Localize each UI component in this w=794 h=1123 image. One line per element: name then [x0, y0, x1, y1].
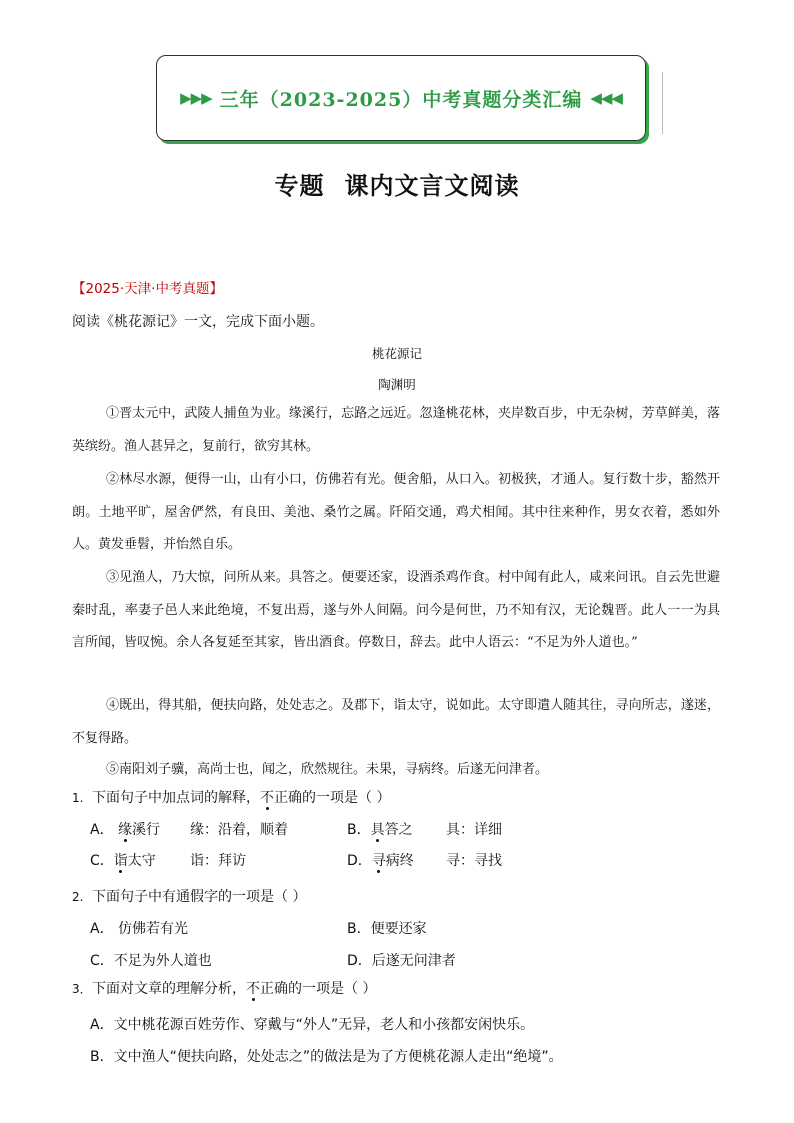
question-2-option-a[interactable]: [90, 918, 188, 938]
option-text: 仿佛若有光: [118, 921, 189, 937]
passage-author: 陶渊明: [378, 377, 416, 392]
passage-paragraph-1: ①晋太元中，武陵人捕鱼为业。缘溪行，忘路之远近。忽逢桃花林，夹岸数百步，中无杂树，芳草鲜美，落英缤纷。渔人甚异之，复前行，欲穷其林。: [72, 406, 720, 454]
question-1-stem: [72, 787, 390, 807]
tag-rest: ·中考真题: [151, 281, 210, 297]
tag-place: 天津: [124, 281, 152, 297]
option-phrase: 病终: [385, 853, 414, 869]
question-3-stem-a: 下面对文章的理解分析，: [92, 981, 246, 997]
question-3-stem: [72, 978, 376, 998]
question-1-option-a-gloss: 缘：沿着，顺着: [190, 822, 288, 838]
option-letter: B．: [90, 1049, 114, 1065]
series-title: 三年（2023-2025）中考真题分类汇编: [219, 88, 583, 111]
option-dotted-word: 寻: [371, 853, 386, 869]
option-text: 后遂无问津者: [371, 953, 456, 969]
option-letter: D．: [347, 853, 372, 869]
banner-edge-line: [662, 72, 663, 134]
question-1-option-b[interactable]: [347, 819, 413, 839]
passage-paragraph-4: ④既出，得其船，便扶向路，处处志之。及郡下，诣太守，说如此。太守即遣人随其往，寻向所志，遂迷，不复得路。: [72, 698, 720, 746]
option-letter: A．: [90, 1017, 114, 1033]
option-phrase: 答之: [384, 822, 413, 838]
question-1-number: 1.: [72, 791, 84, 805]
question-3-number: 3．: [72, 982, 92, 996]
option-text: 文中桃花源百姓劳作、穿戴与“外人”无异，老人和小孩都安闲快乐。: [113, 1017, 535, 1033]
source-tag: [72, 277, 223, 297]
question-2-option-b[interactable]: [347, 918, 427, 938]
question-3-option-a[interactable]: [90, 1014, 534, 1034]
question-2-number: 2.: [72, 890, 84, 904]
option-letter: A．: [90, 822, 114, 838]
option-phrase: 溪行: [132, 822, 161, 838]
question-2-option-d[interactable]: [347, 950, 456, 970]
series-banner: [156, 55, 646, 141]
question-1-option-a[interactable]: [90, 819, 160, 839]
page-title: [0, 166, 794, 201]
option-phrase: 太守: [127, 853, 156, 869]
question-1-option-d-gloss: 寻：寻找: [446, 853, 502, 869]
reading-instruction: 阅读《桃花源记》一文，完成下面小题。: [72, 314, 324, 330]
tag-bracket-open: 【: [72, 281, 86, 297]
option-text: 不足为外人道也: [113, 953, 212, 969]
tag-year: 2025·: [85, 281, 125, 297]
passage-paragraph-3: ③见渔人，乃大惊，问所从来。具答之。便要还家，设酒杀鸡作食。村中闻有此人，咸来问讯。自云先世避秦时乱，率妻子邑人来此绝境，不复出焉，遂与外人间隔。问今是何世，乃不知有汉，无论魏晋。此人一一为具言所闻，皆叹惋。余人各复延至其家，皆出酒食。停数日，辞去。此中人语云：“不足为外人道也。”: [72, 570, 720, 650]
option-dotted-word: 诣: [113, 853, 128, 869]
arrows-right-icon: ▶▶▶: [180, 89, 212, 107]
passage-paragraph-2: ②林尽水源，便得一山，山有小口，仿佛若有光。便舍船，从口入。初极狭，才通人。复行数十步，豁然开朗。土地平旷，屋舍俨然，有良田、美池、桑竹之属。阡陌交通，鸡犬相闻。其中往来种作，男女衣着，悉如外人。黄发垂髫，并怡然自乐。: [72, 472, 720, 552]
option-letter: D．: [347, 953, 372, 969]
question-3-stem-emphasis: 不: [246, 981, 260, 997]
option-text: 便要还家: [370, 921, 427, 937]
question-2-stem-text: 下面句子中有通假字的一项是（ ）: [92, 889, 307, 905]
option-letter: A．: [90, 921, 114, 937]
question-2-stem: [72, 886, 306, 906]
option-dotted-word: 具: [370, 822, 385, 838]
option-text: 文中渔人“便扶向路，处处志之”的做法是为了方便桃花源人走出“绝境”。: [113, 1049, 563, 1065]
question-3-stem-b: 正确的一项是（ ）: [260, 981, 377, 997]
title-topic-label: 专题: [274, 172, 325, 200]
option-letter: C．: [90, 853, 114, 869]
question-1-option-c[interactable]: [90, 850, 156, 870]
passage-paragraph-5: ⑤南阳刘子骥，高尚士也，闻之，欣然规往。未果，寻病终。后遂无问津者。: [106, 762, 549, 777]
question-1-option-b-gloss: 具：详细: [446, 822, 502, 838]
tag-bracket-close: 】: [209, 281, 223, 297]
option-letter: C．: [90, 953, 114, 969]
question-1-stem-a: 下面句子中加点词的解释，: [92, 790, 260, 806]
question-1-stem-b: 正确的一项是（ ）: [274, 790, 391, 806]
arrows-left-icon: ◀◀◀: [590, 89, 622, 107]
question-1-option-c-gloss: 诣：拜访: [190, 853, 246, 869]
passage-title: 桃花源记: [371, 346, 422, 361]
option-dotted-word: 缘: [118, 822, 133, 838]
title-topic-name: 课内文言文阅读: [344, 172, 520, 200]
option-letter: B．: [347, 921, 371, 937]
question-3-option-b[interactable]: [90, 1046, 563, 1066]
question-2-option-c[interactable]: [90, 950, 212, 970]
question-1-option-d[interactable]: [347, 850, 414, 870]
question-1-stem-emphasis: 不: [260, 790, 274, 806]
option-letter: B．: [347, 822, 371, 838]
